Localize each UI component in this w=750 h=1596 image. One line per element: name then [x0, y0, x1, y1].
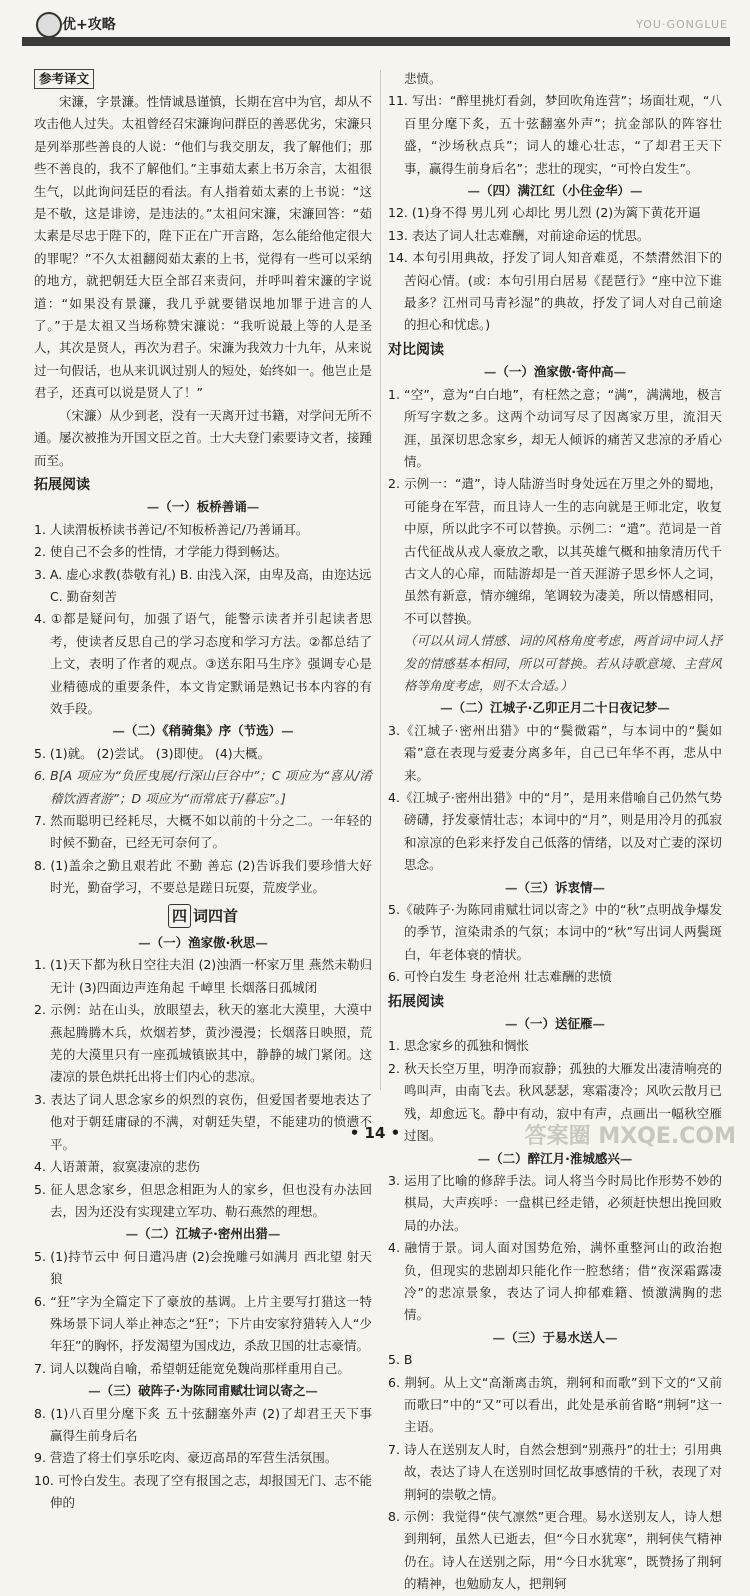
answer-item: 9. 营造了将士们享乐吃肉、豪迈高昂的军营生活氛围。 — [34, 1450, 338, 1466]
answer-item: 3. A. 虚心求教(恭敬有礼) B. 由浅入深，由卑及高，由迩达远 — [34, 566, 372, 582]
subsection-title: — （一）板桥善诵 — — [34, 496, 372, 518]
brand-logo: 优+攻略 — [62, 17, 116, 33]
answer-item: 8. (1)八百里分麾下炙 五十弦翻塞外声 (2)了却君王天下事 赢得生前身后名 — [34, 1405, 372, 1443]
answer-item: 8. (1)盖余之勤且艰若此 不勤 善忘 (2)告诉我们要珍惜大好时光，勤奋学习，不要总是蹉日玩耍，荒废学业。 — [34, 857, 372, 896]
answer-item: 2. 秋天长空万里，明净而寂静；孤独的大雁发出凄清响亮的鸣叫声，由南飞去。秋风瑟瑟，寒霜凄冷；风吹云散月已残，却愈远飞。静中有动，寂中有声，点画出一幅秋空雁过图。 — [388, 1060, 722, 1144]
subsection-title: — （三）于易水送人 — — [388, 1327, 722, 1349]
answer-item: 5.《破阵子·为陈同甫赋壮词以寄之》中的“秋”点明战争爆发的季节，渲染肃杀的气氛；本词中的“秋”写出词人两鬓斑白，年老体衰的情状。 — [388, 902, 722, 962]
answer-item: 4. 融情于景。词人面对国势危殆，满怀重整河山的政治抱负，但现实的悲剧却只能化作一腔愁绪；借“夜深霜露凄冷”的悲凉景象，表达了词人抑郁难籍、愤激满胸的悲情。 — [388, 1240, 722, 1323]
section-heading: 拓展阅读 — [388, 993, 444, 1010]
answer-item: C. 勤奋刻苦 — [50, 588, 117, 604]
section-heading: 拓展阅读 — [34, 476, 90, 493]
mascot-icon — [36, 12, 62, 38]
answer-item: 2. 示例一：“遣”，诗人陆游当时身处远在万里之外的蜀地，可能身在军营，而且诗人一生的志向就是王师北定，收复中原，所以此字不可以替换。示例二：“遣”。范词是一首古代征战从戎人豪放之歌，以其英雄气概和抽象清历代千古文人的心扉，而陆游却是一首天涯游子思乡怀人之词，虽然有新意，情亦缠绵，笔调较为凄美，所以情感相同，不可以替换。 — [388, 476, 722, 626]
answer-item: （可以从词人情感、词的风格角度考虑，两首词中词人抒发的情感基本相同，所以可替换。若从诗歌意境、主营风格等角度考虑，则不太合适。） — [404, 633, 722, 693]
lesson-title: 四 词四首 — [34, 904, 372, 928]
watermark: 答案圈 MXQE.COM — [524, 1123, 736, 1149]
answer-item: 13. 表达了词人壮志难酬，对前途命运的忧思。 — [388, 227, 650, 243]
answer-item: 3. 表达了词人思念家乡的炽烈的哀伤，但爱国者要地表达了他对于朝廷庸碌的不满，对朝廷失望，不能建功的愤懑不平。 — [34, 1091, 372, 1152]
translation-paragraph: 宋濂，字景濂。性情诚恳谨慎，长期在宫中为官，却从不攻击他人过失。太祖曾经召宋濂询问群臣的善恶优劣，宋濂只是列举那些善良的人说：“他们与我交朋友，我了解他们；那些不善良的，我不了解他们。”主事茹太素上书万余言，太祖很生气，以此询问廷臣的看法。有人指着茹太素的上书说：“这是不敬，这是诽谤，是违法的。”太祖问宋濂，宋濂回答：“茹太素是尽忠于陛下的，陛下正在广开言路，怎么能给他定很大的罪呢？”不久太祖翻阅茹太素的上书，觉得有一些可以采纳的地方，就把朝廷大臣全部召来责问，并呼叫着宋濂的字说道：“如果没有景濂，我几乎就要错误地加罪于进言的人了。”于是太祖又当场称赞宋濂说：“我听说最上等的人是圣人，其次是贤人，再次为君子。宋濂为我效力十九年，从来说过一句假话，也从来讥讽过别人的短处，始终如一。他岂止是君子，还真可以说是贤人了！” — [34, 94, 372, 401]
answer-item: 5. (1)就。 (2)尝试。 (3)即使。 (4)大概。 — [34, 745, 271, 761]
answer-item: 1. “空”，意为“白白地”，有枉然之意；“满”，满满地，极言所写字数之多。这两个动词写尽了因离家万里，流泪天涯，虽深切思念家乡，却无人倾诉的痛苦又悲凉的矛盾心情。 — [388, 386, 722, 469]
answer-item: 5. (1)持节云中 何日遣冯唐 (2)会挽雕弓如满月 西北望 射天狼 — [34, 1248, 372, 1287]
left-column — [34, 68, 372, 1515]
lesson-number: 四 — [168, 904, 191, 928]
answer-item: 1. 人读渭板桥读书善记/不知板桥善记/乃善诵耳。 — [34, 521, 309, 537]
answer-item: 10. 可怜白发生。表现了空有报国之志，却报国无门、志不能伸的 — [34, 1472, 372, 1511]
right-column — [388, 68, 722, 1596]
answer-item: 2. 使自己不会多的性情，才学能力得到畅达。 — [34, 544, 288, 560]
answer-item: 7. 词人以魏尚自喻，希望朝廷能宽免魏尚那样重用自己。 — [34, 1360, 350, 1376]
subsection-title: — （一）渔家傲·寄仲高 — — [388, 361, 722, 383]
column-divider — [380, 70, 381, 1090]
answer-item: 7. 诗人在送别友人时，自然会想到“别燕丹”的壮士；引用典故，表达了诗人在送别时回忆故事感情的千秋，表现了对荆轲的崇敬之情。 — [388, 1441, 722, 1502]
answer-item: 5. 征人思念家乡，但思念相距为人的家乡，但也没有办法回去，因为还没有实现建立军功、勒石燕然的理想。 — [34, 1181, 372, 1219]
answer-item: 4. ①都是疑问句，加强了语气，能警示读者并引起读者思考，使读者反思自己的学习态度和学习方法。②都总结了上文，表明了作者的观点。③送东阳马生序》强调专心是业精德成的重要条件，本文肯定默诵是熟记书本内容的有效手段。 — [34, 611, 372, 716]
page-number: • 14 • — [349, 1124, 401, 1142]
answer-item: 1. (1)天下都为秋日空往夫泪 (2)浊酒一杯家万里 燕然未勒归无计 (3)四面边声连角起 千嶂里 长烟落日孤城闭 — [34, 957, 372, 995]
subsection-title: — （三）破阵子·为陈同甫赋壮词以寄之 — — [34, 1380, 372, 1402]
subsection-title: — （一）送征雁 — — [388, 1013, 722, 1035]
answer-item: 4. 人语萧萧，寂寞凄凉的悲伤 — [34, 1159, 200, 1175]
header-bar — [22, 37, 730, 46]
answer-item: 3.《江城子·密州出猎》中的“鬓微霜”，与本词中的“鬓如霜”意在表现与爱妻分离多年，自己已年华不再，悲从中来。 — [388, 722, 722, 783]
subsection-title: — （二）《稍骑集》序（节选） — — [34, 720, 372, 742]
subsection-title: — （三）诉衷情 — — [388, 877, 722, 899]
answer-item: 2. 示例：站在山头，放眼望去，秋天的塞北大漠里，大漠中燕起腾腾木兵，炊烟若梦，黄沙漫漫；长烟落日映照，荒芜的大漠里只有一座孤城镇嵌其中，静静的城门紧闭。这凄凉的景色烘托出将士们内心的悲凉。 — [34, 1002, 372, 1085]
answer-item: 悲愤。 — [404, 71, 442, 86]
subsection-title: — （一）渔家傲·秋思 — — [34, 932, 372, 954]
brand-tag: YOU·GONGLUE — [636, 18, 728, 31]
answer-item: 14. 本句引用典故，抒发了词人知音难觅，不禁潸然泪下的苦闷心情。(或：本句引用白居易《琵琶行》“座中泣下谁最多？江州司马青衫湿”的典故，抒发了词人对自己前途的担心和忧虑。) — [388, 250, 722, 333]
subsection-title: — （四）满江红（小住金华） — — [388, 180, 722, 202]
answer-item: 6. “狂”字为全篇定下了豪放的基调。上片主要写打猎这一特殊场景下词人举止神态之“狂”；下片由安家狩猎转入人“少年狂”的胸怀，抒发渴望为国戍边，杀敌卫国的壮志豪情。 — [34, 1293, 372, 1354]
answer-item: 6. 可怜白发生 身老沧州 壮志难酬的悲愤 — [388, 969, 612, 985]
subsection-title: — （二）醉江月·淮城感兴 — — [388, 1148, 722, 1170]
translation-paragraph: （宋濂）从少到老，没有一天离开过书籍，对学问无所不通。屡次被推为开国文臣之首。士大夫登门索要诗文者，接踵而至。 — [34, 407, 372, 468]
answer-item: 4.《江城子·密州出猎》中的“月”，是用来借喻自己仍然气势磅礴，抒发豪情壮志；本词中的“月”，则是用冷月的孤寂和凉凉的色彩来抒发自己低落的情绪，以及对亡妻的深切思念。 — [388, 790, 722, 873]
reference-translation-label: 参考译文 — [34, 69, 94, 89]
subsection-title: — （二）江城子·乙卯正月二十日夜记梦 — — [388, 697, 722, 719]
answer-item: 7. 然而聪明已经耗尽，大概不如以前的十分之二。一年轻的时候不勤奋，已经无可奈何了。 — [34, 813, 372, 851]
subsection-title: — （二）江城子·密州出猎 — — [34, 1223, 372, 1245]
answer-item: 5. B — [388, 1352, 413, 1368]
answer-item: 12. (1)身不得 男儿列 心却比 男儿烈 (2)为篱下黄花开逼 — [388, 205, 701, 221]
page-header — [0, 0, 750, 58]
answer-item: 1. 思念家乡的孤独和惆怅 — [388, 1038, 529, 1054]
answer-item: 6. B[A 项应为“负匠曳展/行深山巨谷中”；C 项应为“喜从/淆稽饮酒者游”；D 项应为“而常底于/暮忘”。] — [34, 768, 372, 806]
section-heading: 对比阅读 — [388, 341, 444, 358]
answer-item: 8. 示例：我觉得“侠气凛然”更合理。易水送别友人，诗人想到荆轲，虽然人已逝去，但“今日水犹寒”，荆轲侠气精神仍在。诗人在送别之际，用“今日水犹寒”，既赞扬了荆轲的精神，也勉励友人，把荆轲 — [388, 1509, 722, 1592]
answer-item: 11. 写出：“醉里挑灯看剑，梦回吹角连营”；场面壮观，“八百里分麾下炙，五十弦翻塞外声”；抗金部队的阵容壮盛，“沙场秋点兵”；词人的雄心壮志，“了却君王天下事，赢得生前身后名”；悲壮的现实，“可怜白发生”。 — [388, 93, 722, 176]
answer-item: 3. 运用了比喻的修辞手法。词人将当今时局比作形势不妙的棋局，大声疾呼：一盘棋已经走错，必须赶快想出挽回败局的办法。 — [388, 1172, 722, 1233]
answer-item: 6. 荆轲。从上文“高渐离击筑，荆轲和而歌”到下文的“又前而歌曰”中的“又”可以看出，此处是承前省略“荆轲”这一主语。 — [388, 1374, 722, 1435]
